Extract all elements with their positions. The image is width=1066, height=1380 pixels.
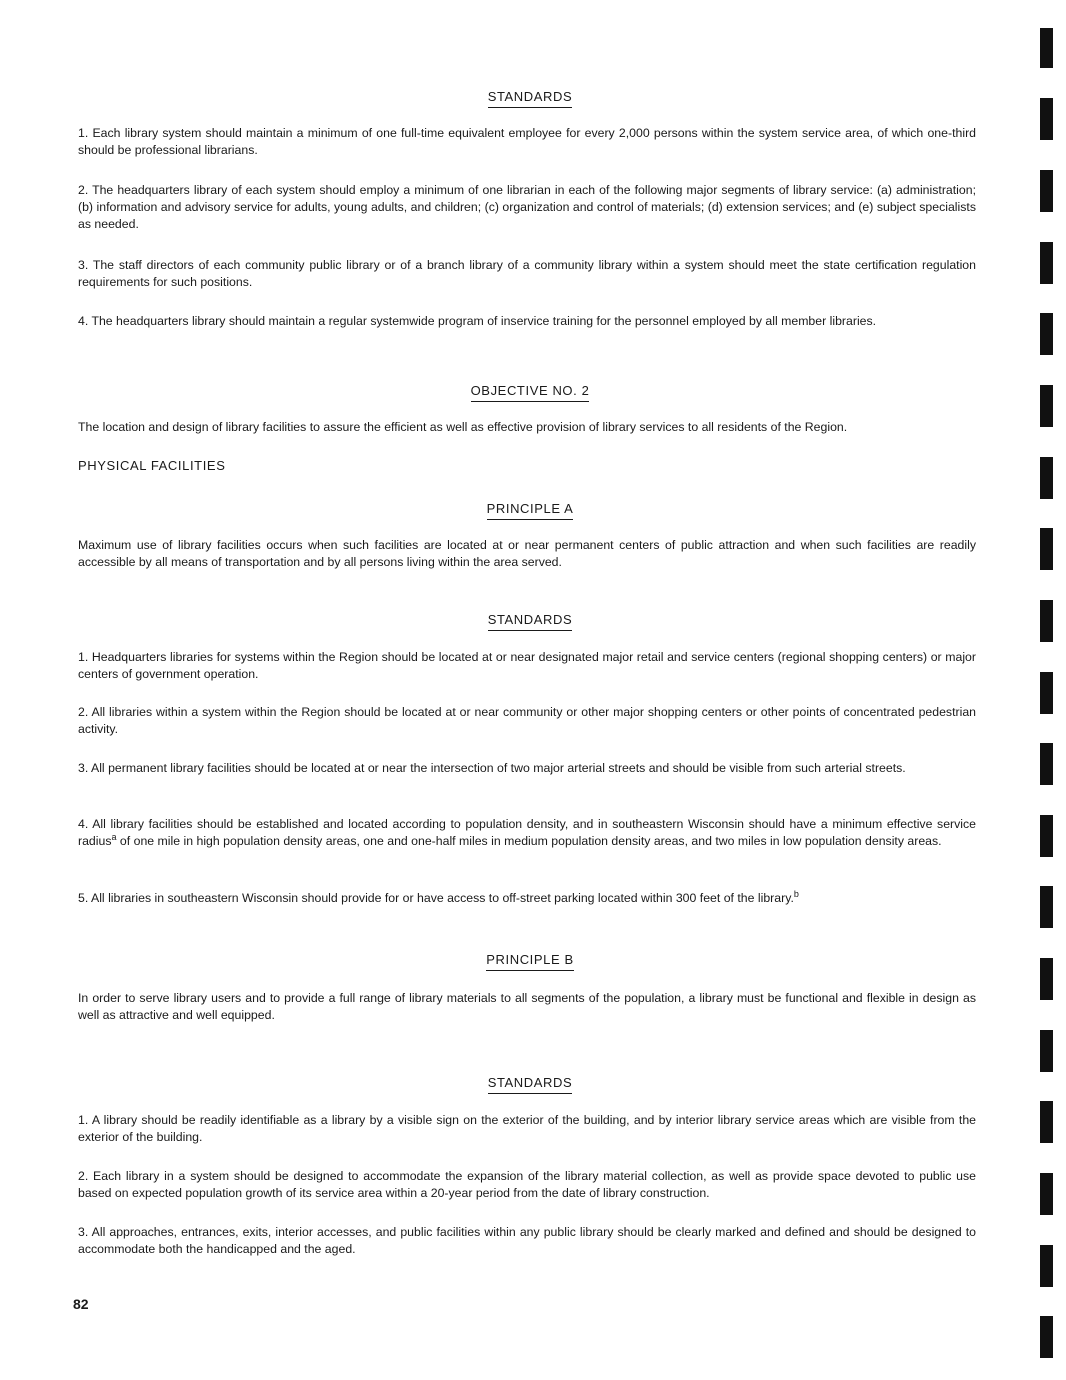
- footnote-marker-b: b: [793, 888, 799, 899]
- timing-mark: [1040, 1101, 1053, 1143]
- staffing-standard-2: 2. The headquarters library of each system should employ a minimum of one librarian in each of the following major segments of library service: (a) administration; (b) information and advisory service for adults, young adults, and children; (c) organization and control of materials; (d) extension services; and (e) subject specialists as needed.: [78, 183, 976, 231]
- timing-mark: [1040, 385, 1053, 427]
- timing-mark: [1040, 1030, 1053, 1072]
- timing-mark: [1040, 28, 1053, 68]
- staffing-standard-1: 1. Each library system should maintain a minimum of one full-time equivalent employee for every 2,000 persons within the system service area, of which one-third should be professional librarians.: [78, 126, 976, 157]
- timing-mark: [1040, 98, 1053, 140]
- timing-mark: [1040, 743, 1053, 785]
- design-standard-2: 2. Each library in a system should be designed to accommodate the expansion of the library material collection, as well as provide space devoted to public use based on expected population growth of its service area within a 20-year period from the date of library construction.: [78, 1169, 976, 1200]
- location-standard-1: 1. Headquarters libraries for systems within the Region should be located at or near designated major retail and service centers (regional shopping centers) or major centers of government operation.: [78, 650, 976, 681]
- timing-mark: [1040, 1245, 1053, 1287]
- timing-mark: [1040, 1173, 1053, 1215]
- location-standard-5-text: 5. All libraries in southeastern Wisconsin should provide for or have access to off-street parking located within 300 feet of the library.: [78, 891, 794, 905]
- timing-mark: [1040, 600, 1053, 642]
- timing-mark: [1040, 242, 1053, 284]
- location-standard-3: 3. All permanent library facilities should be located at or near the intersection of two major arterial streets and should be visible from such arterial streets.: [78, 761, 906, 775]
- objective-heading: OBJECTIVE NO. 2: [0, 383, 1060, 402]
- timing-mark: [1040, 457, 1053, 499]
- timing-mark: [1040, 170, 1053, 212]
- physical-facilities-label: PHYSICAL FACILITIES: [78, 458, 226, 473]
- principle-b-text: In order to serve library users and to provide a full range of library materials to all segments of the population, a library must be functional and flexible in design as well as attractive and well equipped.: [78, 991, 976, 1022]
- design-standard-1: 1. A library should be readily identifiable as a library by a visible sign on the exterior of the building, and by interior library service areas which are visible from the exterior of the building.: [78, 1113, 976, 1144]
- standards-heading-1: STANDARDS: [0, 89, 1060, 108]
- staffing-standard-4: 4. The headquarters library should maintain a regular systemwide program of inservice training for the personnel employed by all member libraries.: [78, 314, 877, 328]
- location-standard-5: [78, 890, 976, 907]
- location-standard-4: [78, 816, 976, 850]
- timing-mark: [1040, 313, 1053, 355]
- objective-text: The location and design of library facilities to assure the efficient as well as effective provision of library services to all residents of the Region.: [78, 420, 848, 434]
- timing-mark: [1040, 958, 1053, 1000]
- timing-mark: [1040, 528, 1053, 570]
- design-standard-3: 3. All approaches, entrances, exits, interior accesses, and public facilities within any public library should be clearly marked and defined and should be designed to accommodate both the handicapped and the aged.: [78, 1225, 976, 1256]
- timing-mark: [1040, 1316, 1053, 1358]
- staffing-standard-3: 3. The staff directors of each community public library or of a branch library of a community library within a system should meet the state certification regulation requirements for such positions.: [78, 258, 976, 289]
- principle-b-heading: PRINCIPLE B: [0, 952, 1060, 971]
- location-standard-2: 2. All libraries within a system within the Region should be located at or near community or other major shopping centers or other points of concentrated pedestrian activity.: [78, 705, 976, 736]
- standards-heading-2: STANDARDS: [0, 612, 1060, 631]
- footnote-marker-a: a: [111, 831, 117, 842]
- location-standard-4-text-b: of one mile in high population density areas, one and one-half miles in medium population density areas, and two miles in low population density areas.: [116, 834, 942, 848]
- principle-a-text: Maximum use of library facilities occurs when such facilities are located at or near permanent centers of public attraction and when such facilities are readily accessible by all means of transportation and by all persons living within the area served.: [78, 538, 976, 569]
- scan-timing-marks: [1040, 0, 1056, 1380]
- standards-heading-3: STANDARDS: [0, 1075, 1060, 1094]
- location-standard-4-text-a: 4. All library facilities should be established and located according to population density, and in southeastern Wisconsin should have a minimum effective service radius: [78, 817, 976, 848]
- timing-mark: [1040, 886, 1053, 928]
- principle-a-heading: PRINCIPLE A: [0, 501, 1060, 520]
- timing-mark: [1040, 815, 1053, 857]
- page-number: 82: [73, 1296, 89, 1312]
- timing-mark: [1040, 672, 1053, 714]
